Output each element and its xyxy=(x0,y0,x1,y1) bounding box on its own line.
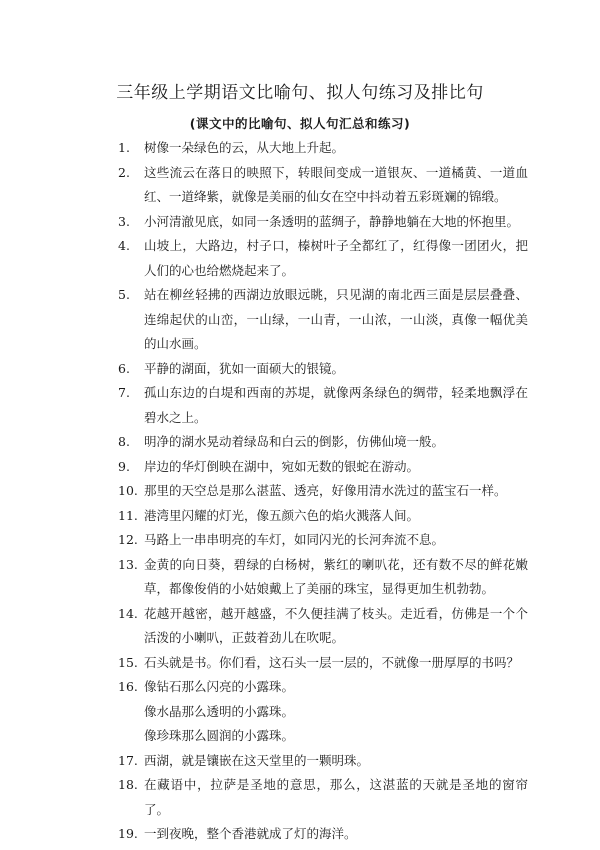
item-text: 那里的天空总是那么湛蓝、透亮，好像用清水洗过的蓝宝石一样。 xyxy=(144,483,507,498)
list-item xyxy=(118,479,528,504)
item-number: 16. xyxy=(118,679,138,694)
list-item xyxy=(118,357,528,382)
list-item xyxy=(118,381,528,430)
list-item xyxy=(118,553,528,602)
list-item xyxy=(118,749,528,774)
list-item xyxy=(118,651,528,676)
item-number: 19. xyxy=(118,826,138,841)
item-line: 像钻石那么闪亮的小露珠。 xyxy=(144,679,295,694)
item-number: 9. xyxy=(118,458,130,474)
list-item xyxy=(118,136,528,161)
item-text: 花越开越密，越开越盛，不久便挂满了枝头。走近看，仿佛是一个个活泼的小喇叭，正鼓着劲儿在吹呢。 xyxy=(144,605,528,645)
list-item xyxy=(118,161,528,210)
item-text: 平静的湖面，犹如一面硕大的银镜。 xyxy=(144,360,345,376)
item-text: 孤山东边的白堤和西南的苏堤，就像两条绿色的绸带，轻柔地飘浮在碧水之上。 xyxy=(144,385,528,425)
list-item xyxy=(118,773,528,822)
page-title: 三年级上学期语文比喻句、拟人句练习及排比句 xyxy=(116,83,484,103)
item-text: 马路上一串串明亮的车灯，如同闪光的长河奔流不息。 xyxy=(144,532,445,547)
item-number: 8. xyxy=(118,434,130,449)
item-text: 站在柳丝轻拂的西湖边放眼远眺，只见湖的南北西三面是层层叠叠、连绵起伏的山峦，一山绿，一山青，一山浓，一山淡，真像一幅优美的山水画。 xyxy=(144,287,528,351)
list-item xyxy=(118,430,528,455)
list-item xyxy=(118,455,528,480)
item-text: 山坡上，大路边，村子口，榛树叶子全都红了，红得像一团团火，把人们的心也给燃烧起来了。 xyxy=(144,238,528,278)
sentence-list xyxy=(118,136,528,847)
item-number: 5. xyxy=(118,287,130,302)
item-text: 这些流云在落日的映照下，转眼间变成一道银灰、一道橘黄、一道血红、一道绛紫，就像是美丽的仙女在空中抖动着五彩斑斓的锦缎。 xyxy=(144,164,528,204)
item-number: 15. xyxy=(118,654,138,670)
item-text: 在藏语中，拉萨是圣地的意思，那么，这湛蓝的天就是圣地的窗帘了。 xyxy=(144,777,528,817)
item-text: 石头就是书。你们看，这石头一层一层的，不就像一册厚厚的书吗？ xyxy=(144,654,520,670)
item-number: 14. xyxy=(118,605,138,621)
item-line: 像水晶那么透明的小露珠。 xyxy=(144,703,295,719)
item-number: 3. xyxy=(118,213,130,229)
list-item xyxy=(118,210,528,235)
item-text: 小河清澈见底，如同一条透明的蓝绸子，静静地躺在大地的怀抱里。 xyxy=(144,213,520,229)
list-item xyxy=(118,234,528,283)
list-item xyxy=(118,504,528,529)
item-number: 6. xyxy=(118,360,130,376)
item-text: 树像一朵绿色的云，从大地上升起。 xyxy=(144,140,345,155)
item-number: 13. xyxy=(118,556,138,572)
item-number: 2. xyxy=(118,164,130,180)
list-item xyxy=(118,602,528,651)
item-line: 像珍珠那么圆润的小露珠。 xyxy=(144,728,295,743)
item-number: 10. xyxy=(118,483,138,498)
list-item xyxy=(118,675,528,749)
item-number: 4. xyxy=(118,238,130,253)
item-number: 1. xyxy=(118,140,130,155)
item-number: 7. xyxy=(118,385,130,400)
item-text: 岸边的华灯倒映在湖中，宛如无数的银蛇在游动。 xyxy=(144,458,420,474)
item-number: 12. xyxy=(118,532,138,547)
item-number: 18. xyxy=(118,777,138,792)
item-number: 17. xyxy=(118,752,138,768)
item-text: 西湖，就是镶嵌在这天堂里的一颗明珠。 xyxy=(144,752,370,768)
list-item xyxy=(118,822,528,847)
item-text: 一到夜晚，整个香港就成了灯的海洋。 xyxy=(144,826,357,841)
list-item xyxy=(118,283,528,357)
item-text: 明净的湖水晃动着绿岛和白云的倒影，仿佛仙境一般。 xyxy=(144,434,445,449)
list-item xyxy=(118,528,528,553)
item-text: 港湾里闪耀的灯光，像五颜六色的焰火溅落人间。 xyxy=(144,507,420,523)
item-text: 金黄的向日葵，碧绿的白杨树，紫红的喇叭花，还有数不尽的鲜花嫩草，都像俊俏的小姑娘戴上了美丽的珠宝，显得更加生机勃勃。 xyxy=(144,556,528,596)
item-number: 11. xyxy=(118,507,138,523)
page-subtitle: (课文中的比喻句、拟人句汇总和练习) xyxy=(189,116,411,131)
